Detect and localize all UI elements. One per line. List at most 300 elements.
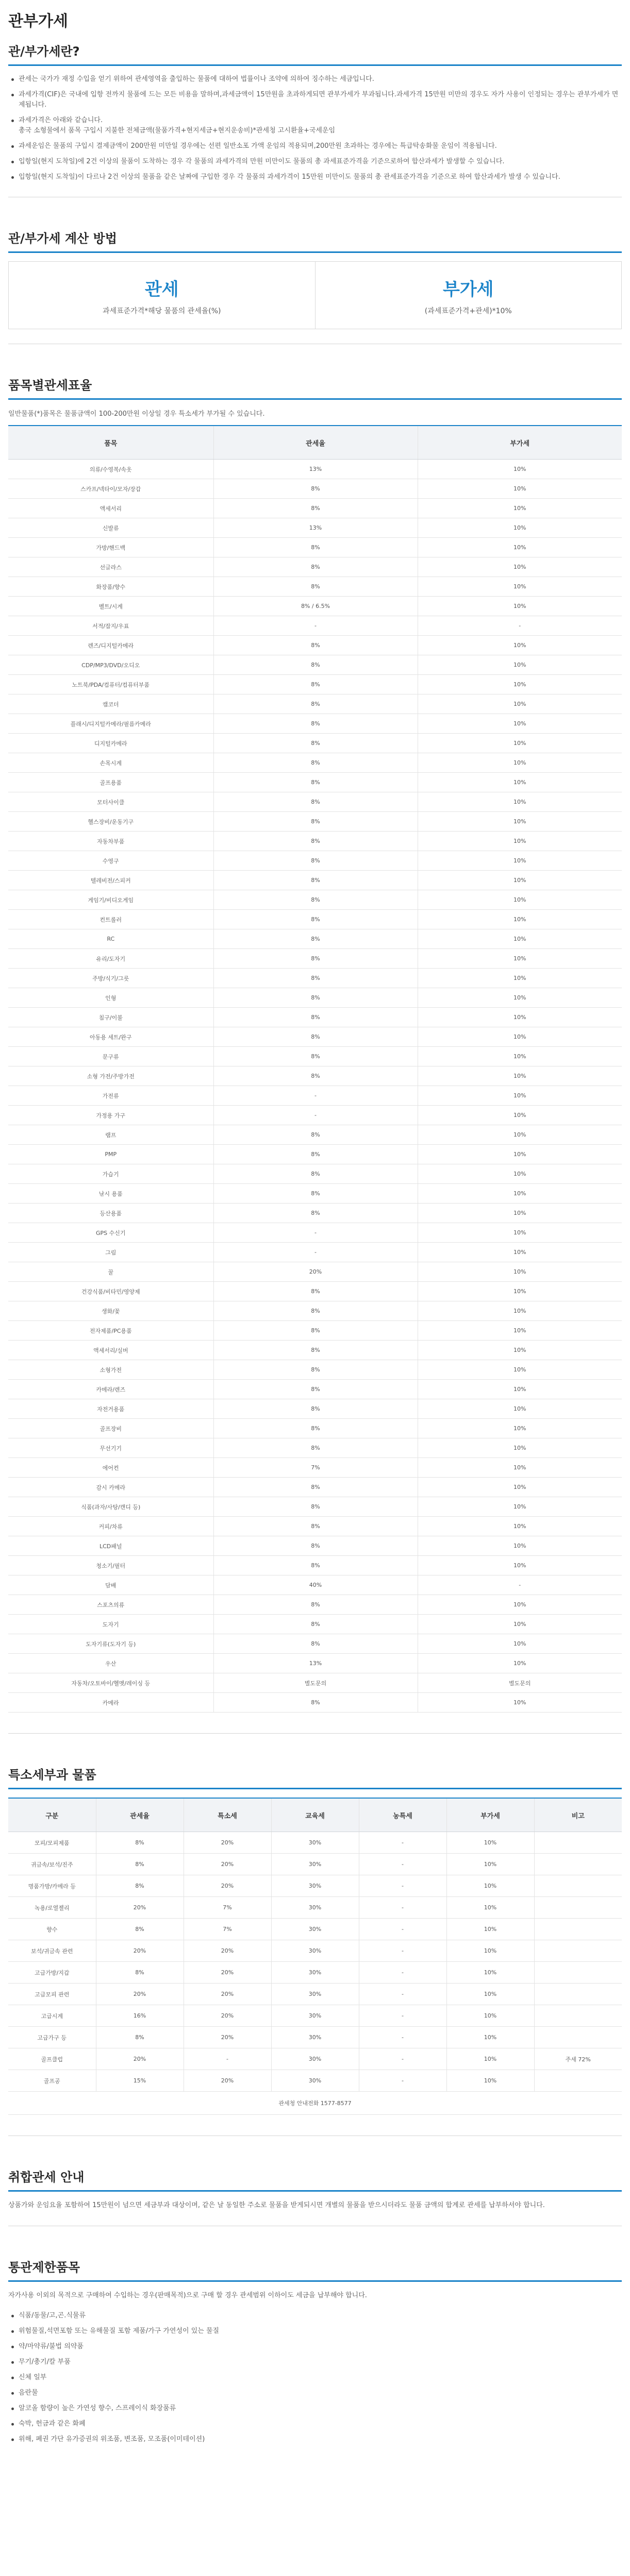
table-row: [8, 1673, 622, 1693]
tariff-header-item: 품목: [8, 426, 213, 460]
table-row: [8, 1341, 622, 1360]
special-cell-rural: -: [359, 2005, 446, 2027]
bullet-dot-icon: [11, 2392, 14, 2395]
tariff-cell-item: 골프장비: [8, 1419, 213, 1438]
restrict-item: [8, 2434, 622, 2445]
tariff-cell-vat: 10%: [418, 734, 622, 753]
bullet-dot-icon: [11, 94, 14, 96]
table-row: [8, 949, 622, 969]
restrict-list: [8, 2311, 622, 2445]
tariff-cell-duty: 8%: [213, 949, 418, 969]
tariff-title: 품목별관세표율: [8, 378, 92, 393]
special-cell-remark: [534, 1984, 622, 2005]
tariff-header-duty: 관세율: [213, 426, 418, 460]
table-row: [8, 1145, 622, 1164]
tariff-cell-duty: 8%: [213, 1047, 418, 1066]
special-cell-rural: -: [359, 1940, 446, 1962]
tariff-cell-vat: 10%: [418, 577, 622, 597]
tariff-cell-vat: 10%: [418, 460, 622, 479]
tariff-cell-duty: 7%: [213, 1458, 418, 1478]
table-row: [8, 636, 622, 655]
special-cell-vat: 10%: [446, 1962, 534, 1984]
special-cell-excise: 20%: [184, 1875, 271, 1897]
special-cell-excise: 20%: [184, 1832, 271, 1854]
tariff-cell-vat: 10%: [418, 1321, 622, 1341]
tariff-cell-vat: 10%: [418, 929, 622, 949]
tariff-cell-vat: 10%: [418, 636, 622, 655]
tariff-cell-duty: 8%: [213, 1615, 418, 1634]
special-cell-rural: -: [359, 1984, 446, 2005]
special-cell-excise: 20%: [184, 2027, 271, 2048]
restrict-title: 통관제한품목: [8, 2260, 80, 2275]
tariff-cell-duty: 8%: [213, 1693, 418, 1713]
special-cell-vat: 10%: [446, 1854, 534, 1875]
section-divider: [8, 251, 622, 253]
tariff-cell-vat: 10%: [418, 1086, 622, 1106]
table-row: [8, 1223, 622, 1243]
tariff-cell-item: 가습기: [8, 1164, 213, 1184]
tariff-cell-item: 선글라스: [8, 557, 213, 577]
restrict-item: [8, 2311, 622, 2321]
tariff-cell-vat: -: [418, 616, 622, 636]
bullet-dot-icon: [11, 2315, 14, 2317]
tariff-cell-duty: 8%: [213, 577, 418, 597]
tariff-cell-duty: 8%: [213, 871, 418, 890]
special-cell-remark: [534, 1854, 622, 1875]
tariff-body: [8, 460, 622, 1713]
table-row: [8, 1027, 622, 1047]
special-cell-rural: -: [359, 2070, 446, 2092]
table-row: [8, 890, 622, 910]
tariff-cell-duty: -: [213, 1086, 418, 1106]
tariff-cell-duty: 8%: [213, 499, 418, 518]
intro-item: [8, 90, 622, 110]
tariff-cell-item: 청소기/필터: [8, 1556, 213, 1575]
special-cell-rural: -: [359, 1897, 446, 1919]
special-cell-education: 30%: [271, 1984, 359, 2005]
table-row: [8, 1897, 622, 1919]
restrict-item: [8, 2388, 622, 2398]
restrict-item-text: 식품/동물/고,곤.식물류: [19, 2312, 86, 2319]
intro-section: [8, 41, 622, 182]
tariff-cell-vat: 10%: [418, 1419, 622, 1438]
tariff-cell-vat: 10%: [418, 1360, 622, 1380]
special-cell-remark: [534, 1875, 622, 1897]
table-row: [8, 910, 622, 929]
tariff-cell-duty: 8%: [213, 714, 418, 734]
special-cell-category: 귀금속/보석/진주: [8, 1854, 96, 1875]
table-row: [8, 773, 622, 792]
intro-item-text: 과세운임은 물품의 구입시 결제금액이 200만원 미만일 경우에는 선편 일반소포 가액 운임의 적용되며,200만원 초과하는 경우에는 특급탁송화물 운임이 적용됩니다.: [19, 142, 497, 150]
tariff-cell-duty: 8%: [213, 812, 418, 832]
simple-title: 취합관세 안내: [8, 2170, 85, 2184]
special-cell-category: 모피/모피제품: [8, 1832, 96, 1854]
intro-item-text: 관세는 국가가 재정 수입을 얻기 위하여 관세영역을 출입하는 물품에 대하여 법률이나 조약에 의하여 징수하는 세금입니다.: [19, 75, 374, 83]
restrict-item: [8, 2357, 622, 2367]
tariff-cell-item: 문구류: [8, 1047, 213, 1066]
special-cell-category: 고급모피 관련: [8, 1984, 96, 2005]
tariff-cell-duty: 40%: [213, 1575, 418, 1595]
tariff-cell-item: 무선기기: [8, 1438, 213, 1458]
tariff-cell-duty: 별도문의: [213, 1673, 418, 1693]
tariff-cell-duty: 8%: [213, 1204, 418, 1223]
special-cell-duty: 8%: [96, 1832, 184, 1854]
tariff-cell-duty: 13%: [213, 518, 418, 538]
tariff-cell-duty: 8%: [213, 1634, 418, 1654]
special-cell-vat: 10%: [446, 1897, 534, 1919]
tariff-cell-item: 의류/수영복/속옷: [8, 460, 213, 479]
table-row: [8, 2070, 622, 2092]
table-row: [8, 557, 622, 577]
tariff-cell-item: 우산: [8, 1654, 213, 1673]
table-row: [8, 1497, 622, 1517]
calc-duty-formula: 과세표준가격*해당 물품의 관세율(%): [103, 307, 221, 315]
tariff-cell-item: 도자기류(도자기 등): [8, 1634, 213, 1654]
special-cell-excise: 7%: [184, 1897, 271, 1919]
tariff-cell-duty: 8%: [213, 1419, 418, 1438]
tariff-cell-duty: 8%: [213, 1184, 418, 1204]
tariff-cell-duty: 8%: [213, 1556, 418, 1575]
tariff-cell-duty: 8%: [213, 557, 418, 577]
special-cell-remark: [534, 1940, 622, 1962]
table-row: [8, 1066, 622, 1086]
bullet-dot-icon: [11, 2361, 14, 2364]
restrict-section: [8, 2257, 622, 2445]
special-cell-education: 30%: [271, 2048, 359, 2070]
tariff-cell-item: 등산용품: [8, 1204, 213, 1223]
tariff-cell-item: 담배: [8, 1575, 213, 1595]
tariff-cell-item: 액세서리: [8, 499, 213, 518]
special-cell-duty: 16%: [96, 2005, 184, 2027]
special-cell-education: 30%: [271, 1940, 359, 1962]
tariff-cell-item: 서적/잡지/우표: [8, 616, 213, 636]
tariff-cell-duty: 8%: [213, 1438, 418, 1458]
tariff-cell-item: 꿀: [8, 1262, 213, 1282]
special-cell-education: 30%: [271, 2005, 359, 2027]
restrict-item-text: 음란물: [19, 2389, 38, 2397]
tariff-cell-duty: 8%: [213, 1008, 418, 1027]
table-row: [8, 694, 622, 714]
tariff-cell-item: 카메라: [8, 1693, 213, 1713]
special-footer: 관세청 안내전화 1577-8577: [8, 2092, 622, 2115]
tariff-cell-item: 건강식품/비타민/영양제: [8, 1282, 213, 1301]
special-cell-duty: 20%: [96, 2048, 184, 2070]
table-row: [8, 1047, 622, 1066]
bullet-dot-icon: [11, 2346, 14, 2348]
tariff-cell-duty: -: [213, 1243, 418, 1262]
tariff-cell-duty: 8%: [213, 734, 418, 753]
special-cell-duty: 20%: [96, 1940, 184, 1962]
intro-list: [8, 74, 622, 182]
intro-item-text: 입항일(현지 도착일)이 다르나 2건 이상의 물품을 같은 날짜에 구입한 경우 각 물품의 과세가격이 15만원 미만이도 물품의 총 관세표준가격을 기준으로 하여 합산과세가 발생 수 있습니다.: [19, 173, 560, 181]
table-row: [8, 675, 622, 694]
special-cell-excise: 20%: [184, 2070, 271, 2092]
special-cell-category: 녹용/로열젤리: [8, 1897, 96, 1919]
tariff-cell-item: 주방/식기/그릇: [8, 969, 213, 988]
special-header-rural: 농특세: [359, 1798, 446, 1832]
tariff-cell-duty: 8%: [213, 792, 418, 812]
tariff-cell-item: 자동차/오토바이/헬멧/레이싱 등: [8, 1673, 213, 1693]
tariff-cell-item: 유리/도자기: [8, 949, 213, 969]
tariff-cell-vat: 10%: [418, 1399, 622, 1419]
tariff-cell-vat: 10%: [418, 714, 622, 734]
table-row: [8, 1243, 622, 1262]
special-cell-rural: -: [359, 2027, 446, 2048]
intro-title: 관/부가세란?: [8, 44, 80, 59]
special-cell-excise: 7%: [184, 1919, 271, 1940]
bullet-dot-icon: [11, 2330, 14, 2333]
restrict-item-text: 약/마약류/불법 의약품: [19, 2343, 84, 2350]
tariff-cell-duty: 8%: [213, 1282, 418, 1301]
tariff-cell-vat: 10%: [418, 792, 622, 812]
table-row: [8, 1301, 622, 1321]
table-row: [8, 1086, 622, 1106]
special-cell-rural: -: [359, 1875, 446, 1897]
special-body: [8, 1832, 622, 2092]
table-row: [8, 851, 622, 871]
restrict-item: [8, 2326, 622, 2336]
table-row: [8, 734, 622, 753]
simple-section: [8, 2167, 622, 2211]
tariff-cell-item: 손목시계: [8, 753, 213, 773]
special-cell-category: 명품가방/카메라 등: [8, 1875, 96, 1897]
tariff-cell-duty: 8%: [213, 1399, 418, 1419]
bullet-dot-icon: [11, 2423, 14, 2426]
table-row: [8, 792, 622, 812]
special-cell-excise: -: [184, 2048, 271, 2070]
tariff-cell-item: 수영구: [8, 851, 213, 871]
bullet-dot-icon: [11, 161, 14, 163]
special-cell-duty: 15%: [96, 2070, 184, 2092]
tariff-cell-vat: 10%: [418, 1223, 622, 1243]
tariff-cell-vat: 10%: [418, 832, 622, 851]
intro-item-text: 입항일(현지 도착일)에 2건 이상의 물품이 도착하는 경우 각 물품의 과세가격의 만원 미만이도 물품의 총 과세표준가격을 기준으로하여 합산과세가 발생할 수 있습니다.: [19, 158, 505, 165]
tariff-cell-vat: 10%: [418, 1556, 622, 1575]
tariff-cell-item: 자전거용품: [8, 1399, 213, 1419]
table-row: [8, 1919, 622, 1940]
table-row: [8, 1282, 622, 1301]
special-cell-duty: 8%: [96, 1919, 184, 1940]
tariff-cell-duty: 8%: [213, 479, 418, 499]
special-cell-category: 보석/귀금속 관련: [8, 1940, 96, 1962]
special-cell-duty: 20%: [96, 1984, 184, 2005]
table-row: [8, 1125, 622, 1145]
section-divider: [8, 64, 622, 66]
tariff-cell-vat: 10%: [418, 1184, 622, 1204]
tariff-cell-duty: 8%: [213, 773, 418, 792]
calc-title: 관/부가세 계산 방법: [8, 231, 117, 246]
tariff-cell-vat: 10%: [418, 1341, 622, 1360]
table-row: [8, 1321, 622, 1341]
bullet-dot-icon: [11, 2377, 14, 2379]
special-cell-rural: -: [359, 1854, 446, 1875]
table-row: [8, 753, 622, 773]
table-row: [8, 1438, 622, 1458]
special-table: [8, 1798, 622, 2115]
tariff-cell-vat: 10%: [418, 1438, 622, 1458]
tariff-cell-vat: 10%: [418, 1301, 622, 1321]
tariff-cell-vat: 10%: [418, 675, 622, 694]
page-title: 관부가세: [8, 12, 68, 30]
special-cell-vat: 10%: [446, 1984, 534, 2005]
tariff-cell-duty: 8%: [213, 1066, 418, 1086]
special-cell-education: 30%: [271, 1962, 359, 1984]
special-header-row: [8, 1798, 622, 1832]
tariff-cell-duty: 8%: [213, 969, 418, 988]
tariff-cell-item: 디지털카메라: [8, 734, 213, 753]
section-divider: [8, 2280, 622, 2282]
calc-duty-name: 관세: [144, 279, 179, 300]
special-cell-education: 30%: [271, 2027, 359, 2048]
special-cell-remark: 주세 72%: [534, 2048, 622, 2070]
special-cell-duty: 8%: [96, 2027, 184, 2048]
tariff-cell-vat: 10%: [418, 1615, 622, 1634]
tariff-cell-vat: 10%: [418, 871, 622, 890]
special-cell-category: 고급가구 등: [8, 2027, 96, 2048]
calc-vat-name: 부가세: [442, 279, 494, 300]
tariff-cell-vat: 10%: [418, 1282, 622, 1301]
tariff-cell-vat: 10%: [418, 1478, 622, 1497]
special-header-education: 교육세: [271, 1798, 359, 1832]
restrict-intro: 자가사용 이외의 목적으로 구매하여 수입하는 경우(판매목적)으로 구매 할 경우 관세범위 이하이도 세금을 납부해야 합니다.: [8, 2292, 367, 2299]
tariff-cell-duty: 8%: [213, 832, 418, 851]
tariff-cell-vat: 10%: [418, 1106, 622, 1125]
tariff-cell-item: 침구/이불: [8, 1008, 213, 1027]
table-row: [8, 1458, 622, 1478]
tariff-cell-vat: 10%: [418, 1458, 622, 1478]
tariff-cell-vat: 10%: [418, 1380, 622, 1399]
special-cell-education: 30%: [271, 1875, 359, 1897]
special-cell-education: 30%: [271, 1854, 359, 1875]
table-row: [8, 1556, 622, 1575]
tariff-cell-duty: 8%: [213, 538, 418, 557]
special-cell-remark: [534, 2070, 622, 2092]
tariff-cell-item: LCD패널: [8, 1536, 213, 1556]
table-row: [8, 1419, 622, 1438]
table-row: [8, 1164, 622, 1184]
special-header-duty: 관세율: [96, 1798, 184, 1832]
special-cell-excise: 20%: [184, 1962, 271, 1984]
tariff-cell-duty: 8%: [213, 1341, 418, 1360]
tariff-cell-vat: 10%: [418, 1262, 622, 1282]
tariff-cell-vat: 10%: [418, 1164, 622, 1184]
tariff-cell-item: 커피/차류: [8, 1517, 213, 1536]
table-row: [8, 1984, 622, 2005]
restrict-item: [8, 2403, 622, 2414]
bullet-dot-icon: [11, 2408, 14, 2410]
tariff-cell-duty: 8%: [213, 1517, 418, 1536]
intro-item: [8, 172, 622, 182]
tariff-cell-item: CDP/MP3/DVD/오디오: [8, 655, 213, 675]
calc-box: [8, 261, 622, 329]
calc-vat-formula: (과세표준가격+관세)*10%: [424, 307, 512, 315]
special-cell-rural: -: [359, 1832, 446, 1854]
bullet-dot-icon: [11, 120, 14, 122]
table-row: [8, 1654, 622, 1673]
table-row: [8, 518, 622, 538]
tariff-cell-item: PMP: [8, 1145, 213, 1164]
restrict-item: [8, 2342, 622, 2352]
table-row: [8, 597, 622, 616]
table-row: [8, 1832, 622, 1854]
tariff-cell-vat: 10%: [418, 1243, 622, 1262]
tariff-cell-vat: 10%: [418, 518, 622, 538]
tariff-cell-duty: 8% / 6.5%: [213, 597, 418, 616]
special-cell-duty: 8%: [96, 1854, 184, 1875]
tariff-cell-duty: 8%: [213, 1321, 418, 1341]
special-header-remark: 비고: [534, 1798, 622, 1832]
table-row: [8, 1399, 622, 1419]
special-cell-rural: -: [359, 1919, 446, 1940]
table-row: [8, 479, 622, 499]
tariff-cell-duty: 8%: [213, 1125, 418, 1145]
tariff-cell-duty: 20%: [213, 1262, 418, 1282]
tariff-cell-vat: 10%: [418, 1145, 622, 1164]
tariff-cell-duty: 8%: [213, 929, 418, 949]
special-cell-remark: [534, 2027, 622, 2048]
special-cell-vat: 10%: [446, 1832, 534, 1854]
special-cell-excise: 20%: [184, 1984, 271, 2005]
tariff-cell-vat: 10%: [418, 988, 622, 1008]
special-cell-education: 30%: [271, 2070, 359, 2092]
table-row: [8, 1854, 622, 1875]
tariff-cell-vat: 10%: [418, 1204, 622, 1223]
table-row: [8, 1262, 622, 1282]
special-cell-excise: 20%: [184, 1940, 271, 1962]
special-cell-education: 30%: [271, 1897, 359, 1919]
special-cell-remark: [534, 1962, 622, 1984]
special-cell-category: 골프클럽: [8, 2048, 96, 2070]
special-section: [8, 1765, 622, 2115]
tariff-cell-item: 골프용품: [8, 773, 213, 792]
tariff-cell-duty: 8%: [213, 1360, 418, 1380]
tariff-cell-vat: 10%: [418, 753, 622, 773]
tariff-cell-vat: 10%: [418, 1536, 622, 1556]
tariff-header-row: [8, 426, 622, 460]
tariff-cell-vat: 10%: [418, 1047, 622, 1066]
table-row: [8, 871, 622, 890]
tariff-cell-item: 그림: [8, 1243, 213, 1262]
special-cell-remark: [534, 1919, 622, 1940]
special-cell-vat: 10%: [446, 1919, 534, 1940]
tariff-cell-item: 스포츠의류: [8, 1595, 213, 1615]
tariff-cell-item: 생화/꽃: [8, 1301, 213, 1321]
special-cell-category: 고급가방/지갑: [8, 1962, 96, 1984]
tariff-cell-duty: 13%: [213, 460, 418, 479]
tariff-table: [8, 425, 622, 1713]
table-row: [8, 1478, 622, 1497]
restrict-item: [8, 2419, 622, 2429]
table-row: [8, 1634, 622, 1654]
special-header-vat: 부가세: [446, 1798, 534, 1832]
special-cell-remark: [534, 1897, 622, 1919]
tariff-cell-item: 식품(과자/사탕/캔디 등): [8, 1497, 213, 1517]
tariff-cell-item: 렌즈/디지털카메라: [8, 636, 213, 655]
tariff-cell-duty: 8%: [213, 1027, 418, 1047]
special-header-category: 구분: [8, 1798, 96, 1832]
tariff-cell-duty: 8%: [213, 1301, 418, 1321]
special-cell-duty: 8%: [96, 1962, 184, 1984]
special-cell-vat: 10%: [446, 2048, 534, 2070]
tariff-cell-duty: 8%: [213, 988, 418, 1008]
tariff-cell-vat: 별도문의: [418, 1673, 622, 1693]
special-cell-rural: -: [359, 2048, 446, 2070]
bullet-dot-icon: [11, 78, 14, 81]
tariff-cell-item: 가방/핸드백: [8, 538, 213, 557]
tariff-cell-item: 스카프/넥타이/모자/장갑: [8, 479, 213, 499]
tariff-cell-vat: 10%: [418, 479, 622, 499]
tariff-cell-vat: 10%: [418, 949, 622, 969]
